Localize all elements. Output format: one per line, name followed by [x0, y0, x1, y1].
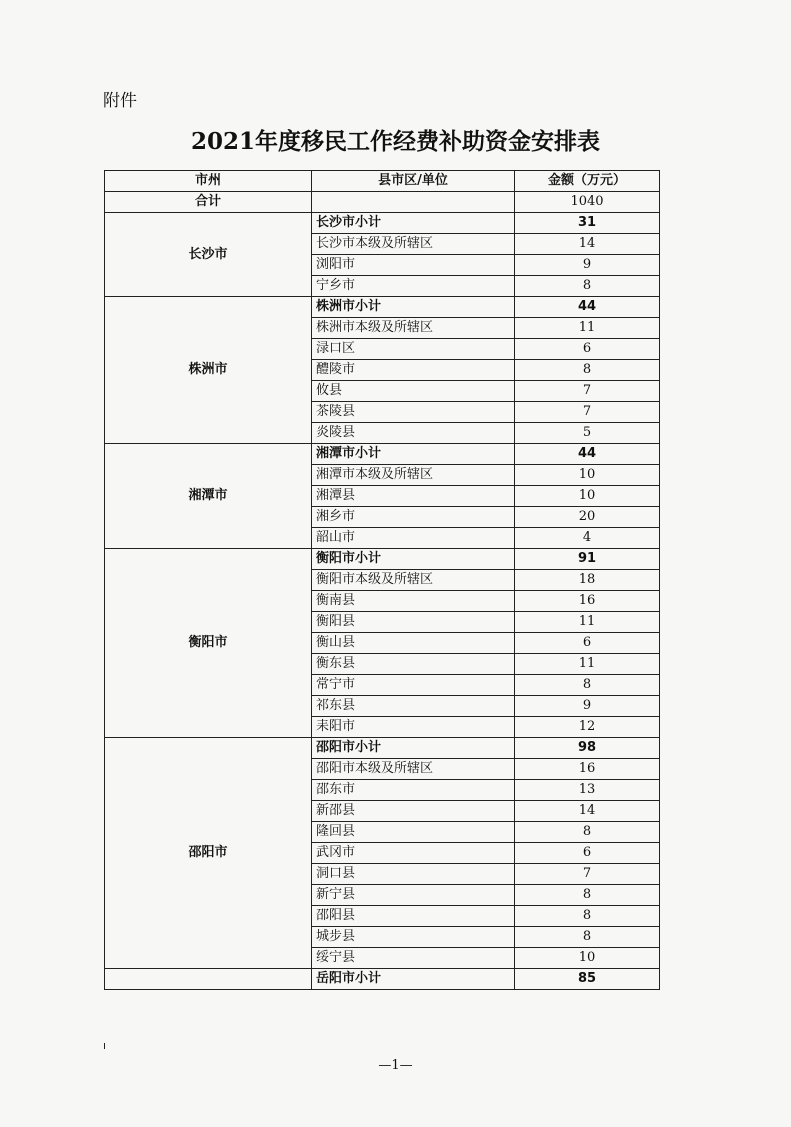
amount-cell: 16 [515, 759, 660, 780]
unit-cell: 邵阳市本级及所辖区 [312, 759, 515, 780]
amount-cell: 6 [515, 339, 660, 360]
amount-cell: 7 [515, 864, 660, 885]
subtotal-unit-cell: 衡阳市小计 [312, 549, 515, 570]
page-number: —1— [378, 1058, 413, 1073]
unit-cell: 株洲市本级及所辖区 [312, 318, 515, 339]
total-unit [312, 192, 515, 213]
amount-cell: 16 [515, 591, 660, 612]
unit-cell: 湘乡市 [312, 507, 515, 528]
amount-cell: 8 [515, 885, 660, 906]
amount-cell: 11 [515, 612, 660, 633]
unit-cell: 常宁市 [312, 675, 515, 696]
table-body [105, 192, 660, 990]
unit-cell: 湘潭县 [312, 486, 515, 507]
amount-cell: 14 [515, 234, 660, 255]
unit-cell: 祁东县 [312, 696, 515, 717]
total-amount: 1040 [515, 192, 660, 213]
amount-cell: 18 [515, 570, 660, 591]
total-label: 合计 [105, 192, 312, 213]
subtotal-unit-cell: 邵阳市小计 [312, 738, 515, 759]
subtotal-amount-cell: 31 [515, 213, 660, 234]
unit-cell: 衡东县 [312, 654, 515, 675]
city-cell: 湘潭市 [105, 444, 312, 549]
subtotal-amount-cell: 44 [515, 297, 660, 318]
unit-cell: 湘潭市本级及所辖区 [312, 465, 515, 486]
city-cell: 邵阳市 [105, 738, 312, 969]
table-row [105, 738, 660, 759]
subtotal-amount-cell: 98 [515, 738, 660, 759]
unit-cell: 韶山市 [312, 528, 515, 549]
unit-cell: 醴陵市 [312, 360, 515, 381]
amount-cell: 7 [515, 402, 660, 423]
unit-cell: 衡阳县 [312, 612, 515, 633]
table-row [105, 549, 660, 570]
amount-cell: 13 [515, 780, 660, 801]
unit-cell: 茶陵县 [312, 402, 515, 423]
amount-cell: 10 [515, 486, 660, 507]
subtotal-unit-cell: 湘潭市小计 [312, 444, 515, 465]
table-row [105, 444, 660, 465]
city-cell: 株洲市 [105, 297, 312, 444]
header-unit: 县市区/单位 [312, 171, 515, 192]
city-cell: 长沙市 [105, 213, 312, 297]
amount-cell: 8 [515, 360, 660, 381]
attachment-label: 附件 [103, 91, 137, 111]
table-header-row [105, 171, 660, 192]
total-row [105, 192, 660, 213]
amount-cell: 12 [515, 717, 660, 738]
table-continuation-line [104, 1043, 105, 1049]
table-row [105, 297, 660, 318]
unit-cell: 渌口区 [312, 339, 515, 360]
unit-cell: 炎陵县 [312, 423, 515, 444]
amount-cell: 6 [515, 843, 660, 864]
unit-cell: 衡山县 [312, 633, 515, 654]
unit-cell: 邵东市 [312, 780, 515, 801]
unit-cell: 邵阳县 [312, 906, 515, 927]
document-title: 2021年度移民工作经费补助资金安排表 [190, 128, 600, 155]
unit-cell: 新邵县 [312, 801, 515, 822]
amount-cell: 8 [515, 822, 660, 843]
unit-cell: 衡南县 [312, 591, 515, 612]
subtotal-amount-cell: 85 [515, 969, 660, 990]
amount-cell: 4 [515, 528, 660, 549]
unit-cell: 绥宁县 [312, 948, 515, 969]
subtotal-unit-cell: 岳阳市小计 [312, 969, 515, 990]
amount-cell: 10 [515, 465, 660, 486]
unit-cell: 衡阳市本级及所辖区 [312, 570, 515, 591]
table-row [105, 969, 660, 990]
amount-cell: 9 [515, 255, 660, 276]
unit-cell: 长沙市本级及所辖区 [312, 234, 515, 255]
header-amount: 金额（万元） [515, 171, 660, 192]
amount-cell: 10 [515, 948, 660, 969]
subtotal-unit-cell: 株洲市小计 [312, 297, 515, 318]
allocation-table [104, 170, 660, 990]
city-cell [105, 969, 312, 990]
amount-cell: 8 [515, 906, 660, 927]
unit-cell: 攸县 [312, 381, 515, 402]
unit-cell: 洞口县 [312, 864, 515, 885]
amount-cell: 14 [515, 801, 660, 822]
unit-cell: 浏阳市 [312, 255, 515, 276]
amount-cell: 11 [515, 318, 660, 339]
header-city: 市州 [105, 171, 312, 192]
amount-cell: 7 [515, 381, 660, 402]
unit-cell: 宁乡市 [312, 276, 515, 297]
city-cell: 衡阳市 [105, 549, 312, 738]
amount-cell: 9 [515, 696, 660, 717]
amount-cell: 20 [515, 507, 660, 528]
table-row [105, 213, 660, 234]
unit-cell: 新宁县 [312, 885, 515, 906]
unit-cell: 耒阳市 [312, 717, 515, 738]
subtotal-amount-cell: 91 [515, 549, 660, 570]
unit-cell: 城步县 [312, 927, 515, 948]
amount-cell: 6 [515, 633, 660, 654]
amount-cell: 8 [515, 927, 660, 948]
subtotal-unit-cell: 长沙市小计 [312, 213, 515, 234]
amount-cell: 5 [515, 423, 660, 444]
subtotal-amount-cell: 44 [515, 444, 660, 465]
unit-cell: 隆回县 [312, 822, 515, 843]
unit-cell: 武冈市 [312, 843, 515, 864]
amount-cell: 8 [515, 276, 660, 297]
amount-cell: 11 [515, 654, 660, 675]
amount-cell: 8 [515, 675, 660, 696]
